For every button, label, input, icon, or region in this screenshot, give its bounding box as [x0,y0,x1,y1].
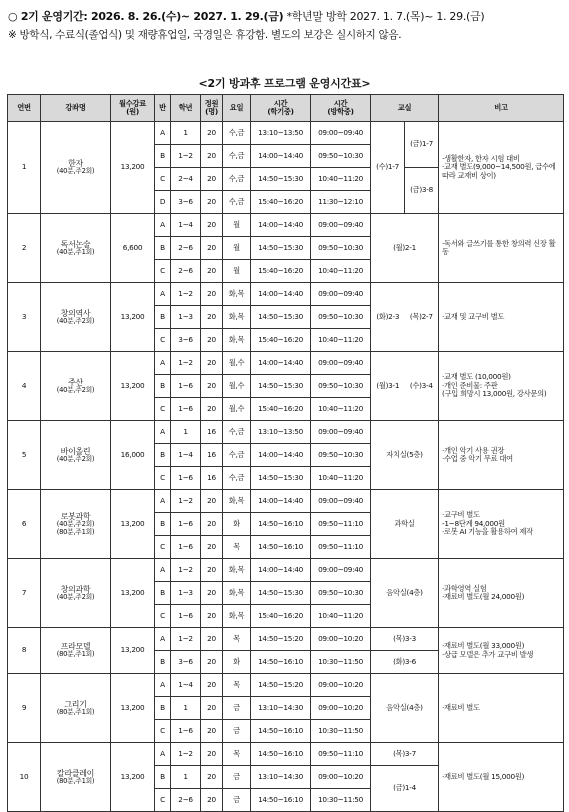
table-row [8,559,564,582]
capacity: 20 [201,306,223,329]
operation-period-bold: ○ 2기 운영기간: 2026. 8. 26.(수)~ 2027. 1. 29.(금) [8,10,284,23]
time-semester: 13:10~13:50 [251,122,311,145]
course-name [41,743,111,812]
course-number: 7 [8,559,41,628]
class-code: B [155,582,171,605]
course-schedule-type: (40분,주1회) [56,247,95,256]
schedule-body [8,122,564,812]
time-vacation: 10:40~11:20 [311,260,371,283]
grade: 1~2 [171,559,201,582]
grade: 1~6 [171,513,201,536]
room: 음악실(4층) [371,559,439,628]
capacity: 20 [201,559,223,582]
time-semester: 14:00~14:40 [251,490,311,513]
header-time-vacation: 시간 (방학중) [311,95,371,122]
room-right: (목)2-7 [405,283,439,352]
time-semester: 13:10~14:30 [251,697,311,720]
grade: 1~3 [171,582,201,605]
operation-period-notice [8,8,484,24]
remark: ·재료비 별도 [439,674,564,743]
course-schedule-type: (80분,주1회) [56,776,95,785]
room-right-top: (금)1-7 [405,122,439,168]
course-title: 로봇과학 [60,511,91,521]
capacity: 20 [201,651,223,674]
course-number: 4 [8,352,41,421]
course-number: 10 [8,743,41,812]
course-fee: 13,200 [111,122,155,214]
weekday: 수,금 [223,191,251,214]
time-vacation: 09:50~10:30 [311,306,371,329]
class-code: C [155,329,171,352]
room-right-bottom: (금)3-8 [405,168,439,214]
class-code: A [155,743,171,766]
class-code: A [155,421,171,444]
time-semester: 14:00~14:40 [251,559,311,582]
weekday: 수,금 [223,122,251,145]
time-semester: 14:50~15:30 [251,467,311,490]
class-code: A [155,628,171,651]
grade: 1~4 [171,444,201,467]
time-vacation: 10:30~11:50 [311,720,371,743]
time-vacation: 09:00~09:40 [311,122,371,145]
course-name [41,122,111,214]
weekday: 금 [223,720,251,743]
table-row [8,628,564,651]
time-semester: 14:50~16:10 [251,651,311,674]
header-grade: 학년 [171,95,201,122]
room: (금)1-4 [371,766,439,812]
table-row [8,122,564,145]
capacity: 20 [201,237,223,260]
capacity: 20 [201,513,223,536]
table-row [8,674,564,697]
capacity: 20 [201,168,223,191]
time-semester: 14:50~15:30 [251,582,311,605]
capacity: 20 [201,398,223,421]
course-schedule-type: (80분,주1회) [56,650,95,659]
remark: ·교구비 별도 -1~8단계 94,000원 ·로봇 AI 기능을 활용하여 제작 [439,490,564,559]
weekday: 화,목 [223,582,251,605]
time-vacation: 09:00~09:40 [311,283,371,306]
course-fee: 6,600 [111,214,155,283]
time-semester: 14:00~14:40 [251,444,311,467]
grade: 1~6 [171,605,201,628]
course-title: 한자 [68,159,83,168]
capacity: 20 [201,766,223,789]
weekday: 목 [223,674,251,697]
course-title: 주산 [68,377,83,387]
time-vacation: 10:40~11:20 [311,329,371,352]
time-vacation: 09:00~10:20 [311,697,371,720]
course-title: 독서논술 [60,239,91,249]
vacation-period: *학년말 방학 2027. 1. 7.(목)~ 1. 29.(금) [283,10,485,23]
weekday: 목 [223,536,251,559]
course-fee: 13,200 [111,490,155,559]
class-code: C [155,789,171,812]
header-no: 연번 [8,95,41,122]
time-semester: 15:40~16:20 [251,329,311,352]
time-vacation: 09:50~10:30 [311,582,371,605]
capacity: 20 [201,582,223,605]
time-vacation: 09:50~10:30 [311,237,371,260]
grade: 1~2 [171,352,201,375]
holiday-notice: ※ 방학식, 수료식(졸업식) 및 재량휴업일, 국경일은 휴강함. 별도의 보강은 실시하지 않음. [8,29,402,41]
time-vacation: 10:40~11:20 [311,168,371,191]
time-semester: 14:50~16:10 [251,513,311,536]
course-schedule-type: (40분,주2회) [56,592,95,601]
course-number: 9 [8,674,41,743]
capacity: 20 [201,260,223,283]
weekday: 월 [223,237,251,260]
capacity: 16 [201,421,223,444]
weekday: 수,금 [223,444,251,467]
class-code: C [155,467,171,490]
time-vacation: 10:30~11:50 [311,651,371,674]
grade: 2~6 [171,260,201,283]
weekday: 화,목 [223,490,251,513]
course-fee: 13,200 [111,628,155,674]
header-time-semester: 시간 (학기중) [251,95,311,122]
course-schedule-type-2: (80분,주1회) [56,527,95,536]
course-number: 8 [8,628,41,674]
room: (화)3-6 [371,651,439,674]
course-schedule-type: (80분,주1회) [56,707,95,716]
class-code: B [155,651,171,674]
weekday: 화,목 [223,283,251,306]
class-code: A [155,559,171,582]
course-name [41,421,111,490]
grade: 1~4 [171,214,201,237]
class-code: B [155,237,171,260]
time-semester: 14:50~16:10 [251,789,311,812]
course-name [41,214,111,283]
time-semester: 13:10~14:30 [251,766,311,789]
schedule-table [7,94,564,812]
course-name [41,490,111,559]
capacity: 20 [201,789,223,812]
weekday: 월,수 [223,352,251,375]
capacity: 20 [201,536,223,559]
grade: 1~6 [171,536,201,559]
table-row [8,743,564,766]
time-semester: 14:00~14:40 [251,283,311,306]
time-vacation: 09:00~09:40 [311,559,371,582]
time-vacation: 09:50~11:10 [311,743,371,766]
time-semester: 14:00~14:40 [251,214,311,237]
time-vacation: 10:40~11:20 [311,398,371,421]
time-semester: 14:50~15:20 [251,628,311,651]
class-code: C [155,720,171,743]
remark: ·재료비 별도(월 33,000원) ·상급 모델은 추가 교구비 발생 [439,628,564,674]
capacity: 20 [201,375,223,398]
weekday: 목 [223,628,251,651]
course-schedule-type: (40분,주2회) [56,385,95,394]
remark: ·과학영역 실험 ·재료비 별도(월 24,000원) [439,559,564,628]
header-course: 강좌명 [41,95,111,122]
weekday: 월 [223,214,251,237]
capacity: 16 [201,467,223,490]
time-vacation: 11:30~12:10 [311,191,371,214]
class-code: C [155,536,171,559]
grade: 3~6 [171,329,201,352]
course-fee: 13,200 [111,743,155,812]
time-vacation: 10:30~11:50 [311,789,371,812]
capacity: 20 [201,674,223,697]
remark: ·독서와 글쓰기를 통한 창의력 신장 활동 [439,214,564,283]
weekday: 수,금 [223,467,251,490]
course-name [41,352,111,421]
header-remark: 비고 [439,95,564,122]
class-code: C [155,260,171,283]
capacity: 20 [201,283,223,306]
course-fee: 13,200 [111,674,155,743]
course-name [41,559,111,628]
time-vacation: 09:50~11:10 [311,513,371,536]
grade: 1~6 [171,398,201,421]
class-code: C [155,398,171,421]
weekday: 수,금 [223,145,251,168]
capacity: 20 [201,352,223,375]
grade: 1 [171,122,201,145]
table-row [8,352,564,375]
grade: 1~2 [171,743,201,766]
room: 자치실(5층) [371,421,439,490]
table-title: <2기 방과후 프로그램 운영시간표> [198,77,371,90]
grade: 2~4 [171,168,201,191]
time-vacation: 09:00~10:20 [311,628,371,651]
capacity: 16 [201,444,223,467]
course-number: 3 [8,283,41,352]
weekday: 화,목 [223,605,251,628]
time-semester: 13:10~13:50 [251,421,311,444]
capacity: 20 [201,214,223,237]
room: 과학실 [371,490,439,559]
weekday: 목 [223,743,251,766]
room: 음악실(4층) [371,674,439,743]
class-code: A [155,214,171,237]
class-code: D [155,191,171,214]
course-number: 6 [8,490,41,559]
grade: 1~2 [171,145,201,168]
time-vacation: 09:00~10:20 [311,674,371,697]
course-title: 창의과학 [60,584,91,594]
grade: 1~2 [171,628,201,651]
weekday: 화 [223,513,251,536]
grade: 2~6 [171,237,201,260]
time-vacation: 09:50~11:10 [311,536,371,559]
table-row [8,283,564,306]
capacity: 20 [201,145,223,168]
course-schedule-type: (40분,주2회) [56,167,95,176]
capacity: 20 [201,605,223,628]
time-vacation: 09:50~10:30 [311,444,371,467]
time-semester: 14:50~15:30 [251,375,311,398]
course-schedule-type: (40분,주2회) [56,454,95,463]
room: (월)2-1 [371,214,439,283]
class-code: B [155,513,171,536]
grade: 2~6 [171,789,201,812]
grade: 1 [171,766,201,789]
class-code: B [155,375,171,398]
course-title: 창의역사 [60,308,91,318]
class-code: A [155,674,171,697]
course-number: 5 [8,421,41,490]
weekday: 수,금 [223,421,251,444]
weekday: 화 [223,651,251,674]
grade: 1~6 [171,467,201,490]
table-row [8,214,564,237]
capacity: 20 [201,490,223,513]
class-code: A [155,283,171,306]
weekday: 금 [223,697,251,720]
room-left: (월)3-1 [371,352,405,421]
capacity: 20 [201,720,223,743]
header-row [8,95,564,122]
course-number: 1 [8,122,41,214]
time-semester: 14:50~16:10 [251,536,311,559]
time-semester: 14:00~14:40 [251,352,311,375]
course-title: 프라모델 [60,642,91,651]
room: (목)3-7 [371,743,439,766]
room-left: (화)2-3 [371,283,405,352]
grade: 1~2 [171,490,201,513]
weekday: 월 [223,260,251,283]
header-room: 교실 [371,95,439,122]
capacity: 20 [201,329,223,352]
course-fee: 13,200 [111,283,155,352]
time-semester: 14:50~15:30 [251,306,311,329]
time-vacation: 09:50~10:30 [311,145,371,168]
time-vacation: 09:00~09:40 [311,421,371,444]
class-code: B [155,444,171,467]
time-semester: 14:50~15:30 [251,168,311,191]
header-day: 요일 [223,95,251,122]
grade: 1~2 [171,283,201,306]
grade: 1 [171,421,201,444]
grade: 3~6 [171,651,201,674]
room-left: (수)1-7 [371,122,405,214]
class-code: B [155,697,171,720]
capacity: 20 [201,191,223,214]
weekday: 화,목 [223,329,251,352]
weekday: 화,목 [223,306,251,329]
class-code: C [155,168,171,191]
class-code: A [155,122,171,145]
time-semester: 14:50~16:10 [251,743,311,766]
course-name [41,674,111,743]
weekday: 월,수 [223,375,251,398]
class-code: A [155,352,171,375]
class-code: B [155,766,171,789]
course-name [41,283,111,352]
grade: 1 [171,697,201,720]
course-schedule-type: (40분,주2회) [56,519,95,528]
grade: 1~4 [171,674,201,697]
capacity: 20 [201,743,223,766]
course-title: 그리기 [64,699,87,709]
course-title: 칼라클레이 [56,768,95,778]
time-vacation: 09:00~09:40 [311,490,371,513]
class-code: B [155,306,171,329]
time-semester: 15:40~16:20 [251,191,311,214]
class-code: B [155,145,171,168]
room-right: (수)3-4 [405,352,439,421]
room: (목)3-3 [371,628,439,651]
course-number: 2 [8,214,41,283]
weekday: 금 [223,789,251,812]
remark: ·재료비 별도(월 15,000원) [439,743,564,812]
time-vacation: 09:00~10:20 [311,766,371,789]
weekday: 화,목 [223,559,251,582]
time-semester: 14:50~15:30 [251,237,311,260]
time-semester: 14:00~14:40 [251,145,311,168]
time-semester: 14:50~15:20 [251,674,311,697]
table-row [8,421,564,444]
weekday: 금 [223,766,251,789]
grade: 1~3 [171,306,201,329]
grade: 3~6 [171,191,201,214]
time-vacation: 09:00~09:40 [311,352,371,375]
course-fee: 13,200 [111,352,155,421]
time-semester: 15:40~16:20 [251,398,311,421]
time-semester: 14:50~16:10 [251,720,311,743]
capacity: 20 [201,628,223,651]
weekday: 월,수 [223,398,251,421]
time-vacation: 10:40~11:20 [311,605,371,628]
time-semester: 15:40~16:20 [251,605,311,628]
header-fee: 월수강료 (원) [111,95,155,122]
capacity: 20 [201,697,223,720]
header-capacity: 정원 (명) [201,95,223,122]
time-semester: 15:40~16:20 [251,260,311,283]
grade: 1~6 [171,375,201,398]
header-class: 반 [155,95,171,122]
class-code: A [155,490,171,513]
class-code: C [155,605,171,628]
course-fee: 16,000 [111,421,155,490]
course-title: 바이올린 [60,446,91,456]
remark: ·교재 및 교구비 별도 [439,283,564,352]
time-vacation: 09:00~09:40 [311,214,371,237]
capacity: 20 [201,122,223,145]
grade: 1~6 [171,720,201,743]
time-vacation: 09:50~10:30 [311,375,371,398]
remark: ·생활한자, 한자 시험 대비 ·교재 별도(9,000~14,500원, 급수에 따라 교재비 상이) [439,122,564,214]
course-schedule-type: (40분,주2회) [56,316,95,325]
remark: ·교재 별도 (10,000원) ·개인 준비물: 주판 (구입 희망시 13,000원, 강사문의) [439,352,564,421]
course-name [41,628,111,674]
table-row [8,490,564,513]
course-fee: 13,200 [111,559,155,628]
weekday: 수,금 [223,168,251,191]
time-vacation: 10:40~11:20 [311,467,371,490]
remark: ·개인 악기 사용 권장 ·수업 중 악기 무료 대여 [439,421,564,490]
